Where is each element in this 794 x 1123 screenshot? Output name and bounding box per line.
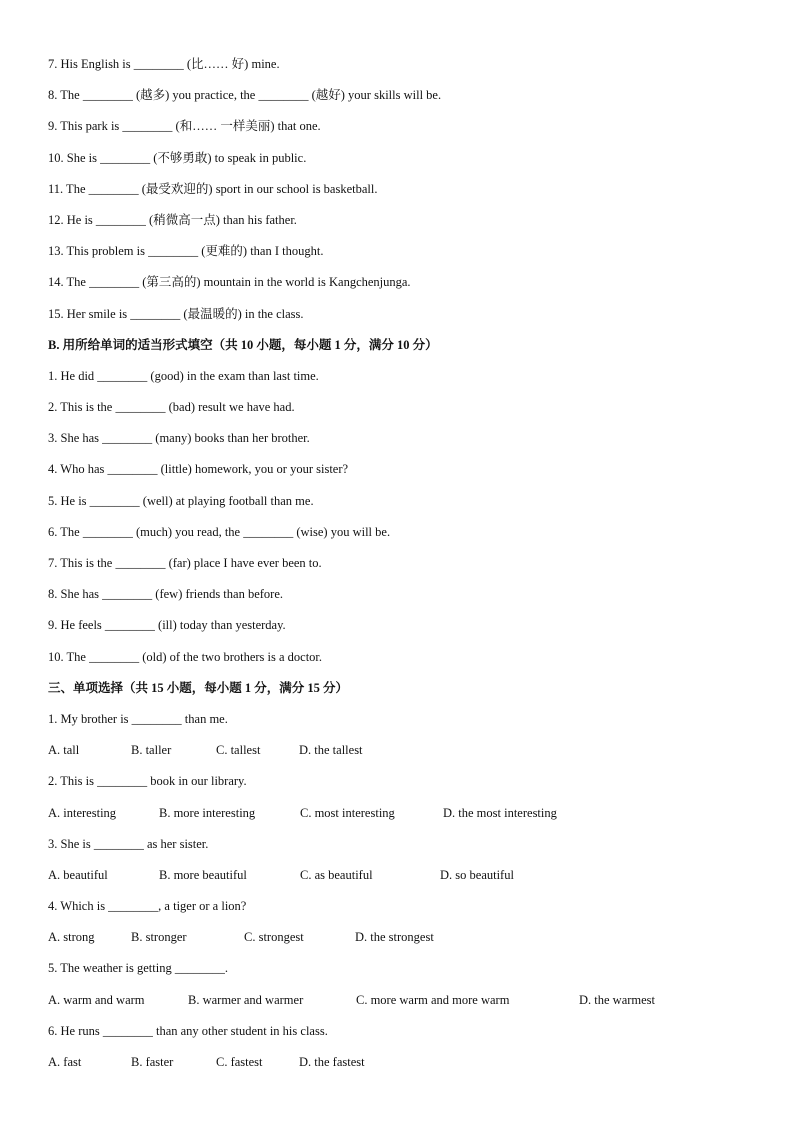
- question-line: 10. The ________ (old) of the two brothers is a doctor.: [48, 649, 323, 664]
- options-row: [48, 1052, 748, 1083]
- options-row: [48, 990, 748, 1021]
- question-line: 10. She is ________ (不够勇敢) to speak in public.: [48, 150, 307, 165]
- question-line: 7. This is the ________ (far) place I have ever been to.: [48, 556, 322, 570]
- option-c: C. tallest: [216, 743, 261, 758]
- option-b: B. stronger: [131, 930, 187, 945]
- worksheet-page: [48, 54, 748, 1083]
- question-line: 9. He feels ________ (ill) today than yesterday.: [48, 618, 286, 633]
- question-stem: 6. He runs ________ than any other student in his class.: [48, 1023, 328, 1038]
- option-a: A. fast: [48, 1055, 82, 1069]
- question-line: 8. She has ________ (few) friends than before.: [48, 587, 284, 602]
- option-b: B. faster: [131, 1055, 174, 1069]
- question-stem: 2. This is ________ book in our library.: [48, 774, 247, 789]
- question-line: 11. The ________ (最受欢迎的) sport in our school is basketball.: [48, 181, 378, 196]
- section-three: [48, 678, 748, 1083]
- question-line: 12. He is ________ (稍微高一点) than his father.: [48, 212, 297, 227]
- option-c: C. strongest: [244, 930, 304, 945]
- option-c: C. fastest: [216, 1055, 263, 1069]
- question-line: 5. He is ________ (well) at playing football than me.: [48, 493, 314, 508]
- option-b: B. taller: [131, 743, 172, 758]
- option-a: A. strong: [48, 930, 95, 945]
- option-d: D. the fastest: [299, 1055, 365, 1069]
- option-a: A. interesting: [48, 805, 117, 820]
- options-row: [48, 927, 748, 958]
- question-line: 4. Who has ________ (little) homework, you or your sister?: [48, 462, 349, 477]
- question-line: 7. His English is ________ (比…… 好) mine.: [48, 57, 280, 71]
- question-line: 2. This is the ________ (bad) result we have had.: [48, 400, 295, 415]
- question-line: 3. She has ________ (many) books than her brother.: [48, 431, 310, 446]
- question-stem: 1. My brother is ________ than me.: [48, 711, 228, 726]
- question-line: 13. This problem is ________ (更难的) than I thought.: [48, 244, 324, 259]
- option-d: D. the warmest: [579, 992, 656, 1007]
- option-c: C. more warm and more warm: [356, 992, 510, 1007]
- option-a: A. beautiful: [48, 867, 108, 882]
- question-line: 6. The ________ (much) you read, the ________ (wise) you will be.: [48, 524, 391, 539]
- option-a: A. tall: [48, 743, 80, 758]
- options-row: [48, 865, 748, 896]
- options-row: [48, 740, 748, 771]
- option-d: D. so beautiful: [440, 867, 514, 882]
- options-row: [48, 803, 748, 834]
- question-stem: 5. The weather is getting ________.: [48, 961, 228, 976]
- option-d: D. the most interesting: [443, 805, 557, 820]
- option-d: D. the tallest: [299, 743, 363, 758]
- option-b: B. more interesting: [159, 805, 256, 820]
- question-stem: 3. She is ________ as her sister.: [48, 836, 209, 851]
- question-line: 1. He did ________ (good) in the exam than last time.: [48, 368, 319, 383]
- question-line: 9. This park is ________ (和…… 一样美丽) that one.: [48, 119, 321, 134]
- option-d: D. the strongest: [355, 930, 434, 945]
- section-b-heading: B. 用所给单词的适当形式填空（共 10 小题，每小题 1 分，满分 10 分）: [48, 337, 438, 352]
- option-b: B. warmer and warmer: [188, 992, 304, 1007]
- option-c: C. as beautiful: [300, 867, 373, 882]
- question-line: 8. The ________ (越多) you practice, the ________ (越好) your skills will be.: [48, 88, 442, 103]
- question-line: 15. Her smile is ________ (最温暖的) in the class.: [48, 306, 304, 321]
- question-line: 14. The ________ (第三高的) mountain in the world is Kangchenjunga.: [48, 275, 411, 290]
- question-stem: 4. Which is ________, a tiger or a lion?: [48, 899, 247, 914]
- option-c: C. most interesting: [300, 805, 395, 820]
- part-two-tail: [48, 54, 748, 335]
- option-a: A. warm and warm: [48, 992, 145, 1007]
- option-b: B. more beautiful: [159, 867, 247, 882]
- section-three-heading: 三、单项选择（共 15 小题，每小题 1 分，满分 15 分）: [48, 680, 349, 695]
- section-b: [48, 335, 748, 678]
